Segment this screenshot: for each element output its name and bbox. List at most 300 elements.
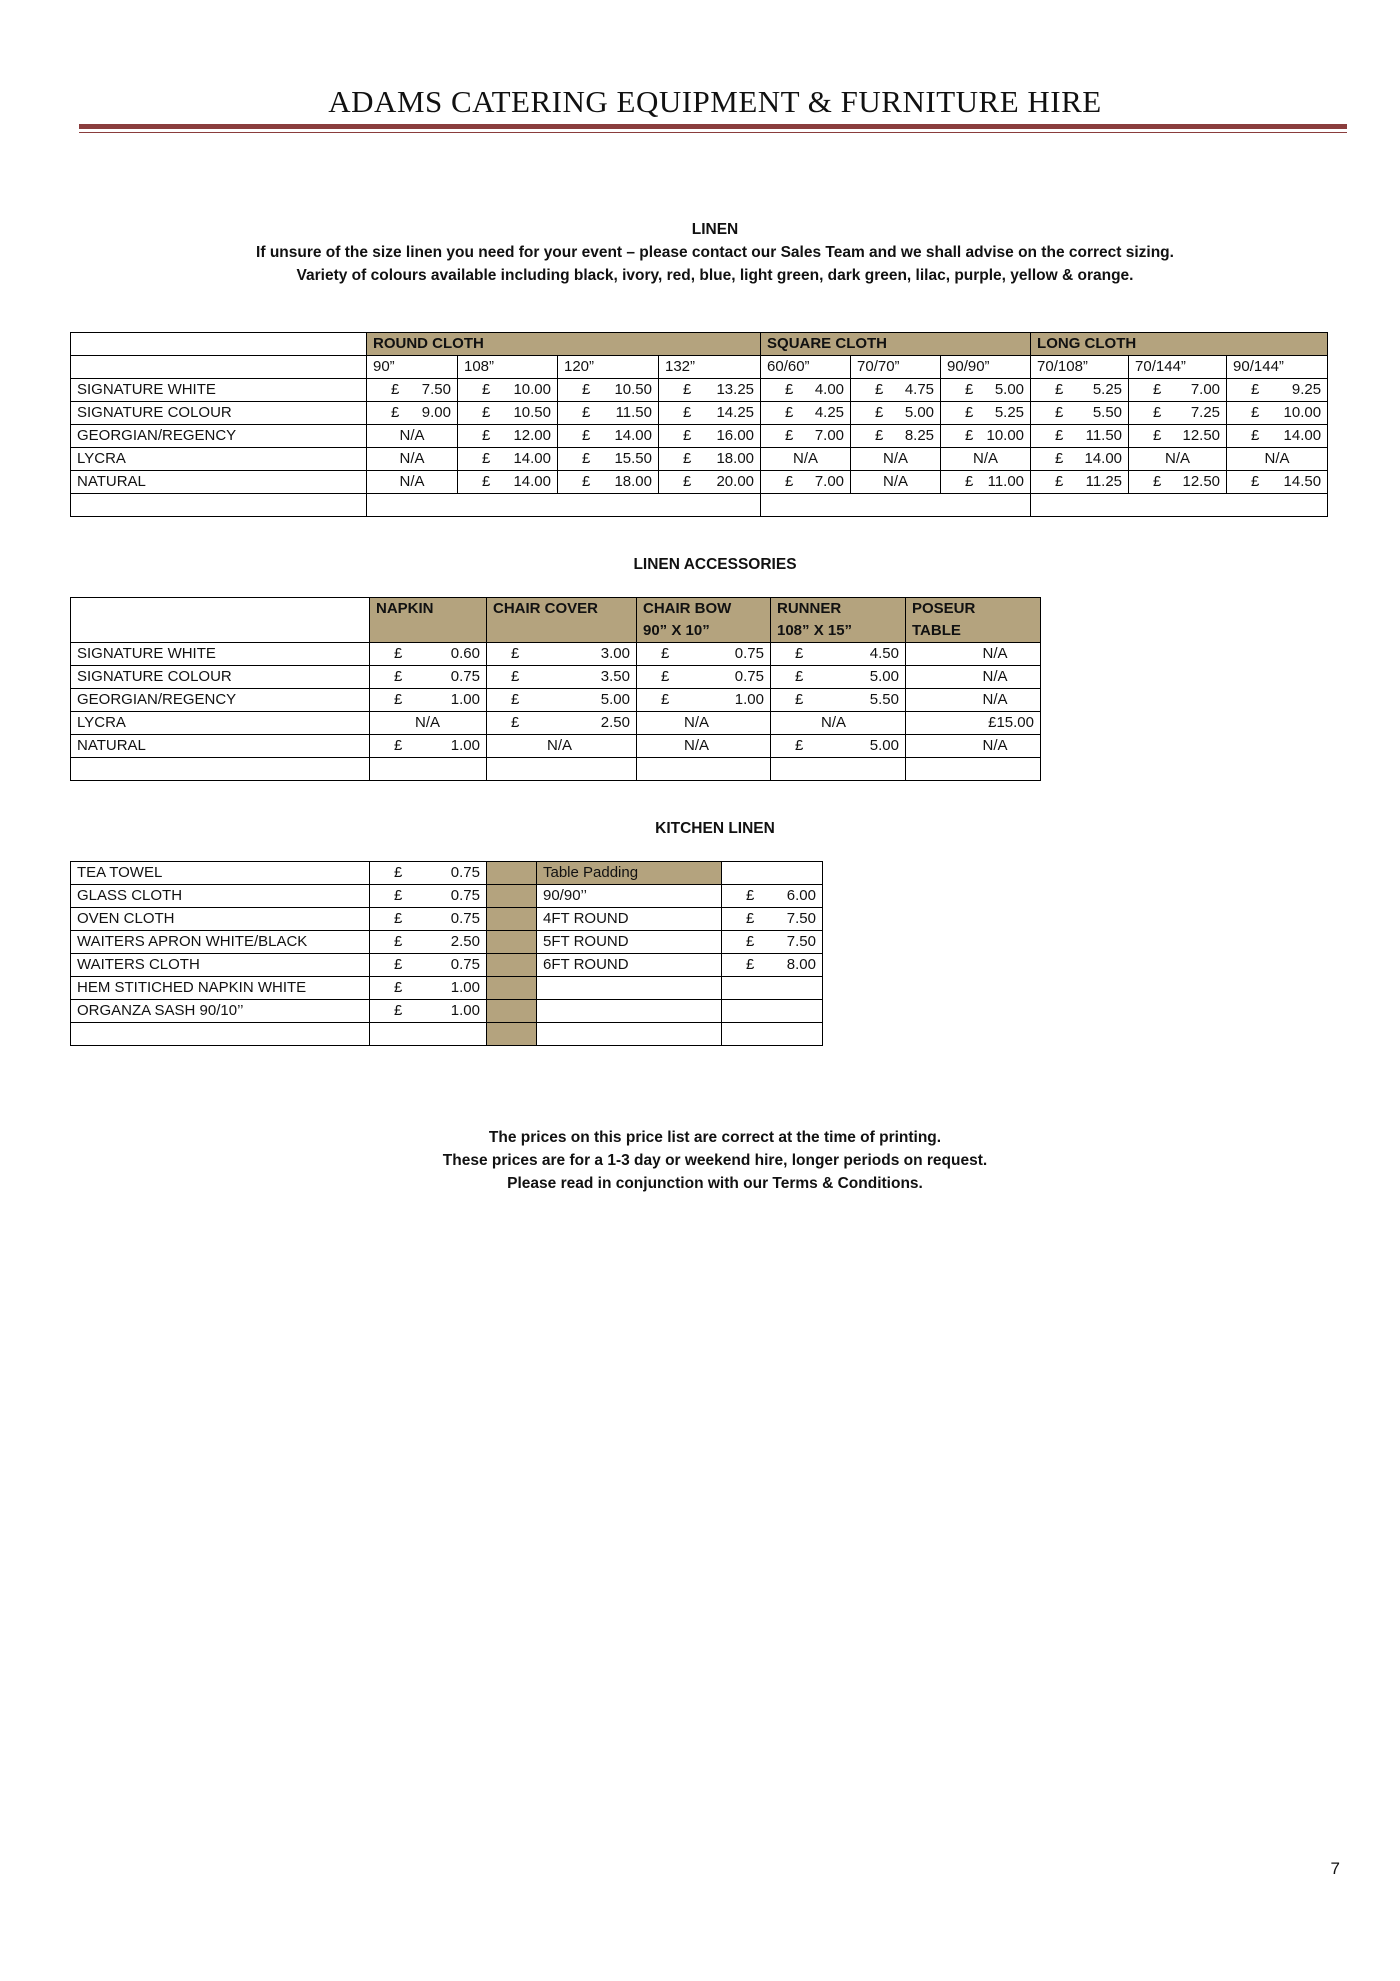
- price-value: 0.60: [450, 645, 480, 662]
- accessory-header: TABLE: [906, 620, 1041, 643]
- linen-price-cell: [1031, 471, 1129, 494]
- currency-symbol: £: [394, 933, 403, 950]
- kitchen-item-price: [370, 954, 487, 977]
- price-value: 0.75: [450, 668, 480, 685]
- accessory-price-cell: [370, 643, 487, 666]
- currency-symbol: £: [394, 1002, 403, 1019]
- linen-price-cell: [659, 448, 761, 471]
- price-value: 12.50: [1182, 473, 1221, 490]
- accessory-price-cell: [487, 712, 637, 735]
- linen-price-table: [70, 332, 1328, 517]
- empty-cell: [722, 977, 823, 1000]
- price-value: 9.25: [1291, 381, 1322, 398]
- table-row: [71, 908, 823, 931]
- currency-symbol: £: [1251, 404, 1260, 421]
- accessory-product-name: LYCRA: [71, 712, 370, 735]
- price-value: 16.00: [716, 427, 755, 444]
- linen-price-cell: [558, 402, 659, 425]
- currency-symbol: £: [965, 404, 974, 421]
- linen-price-cell: N/A: [941, 448, 1031, 471]
- table-row: [71, 954, 823, 977]
- currency-symbol: £: [746, 910, 755, 927]
- price-value: 5.50: [869, 691, 899, 708]
- empty-cell: [771, 758, 906, 781]
- linen-price-cell: [659, 379, 761, 402]
- padding-item-price: [722, 908, 823, 931]
- price-value: 11.25: [1085, 473, 1123, 490]
- accessory-header: 90” X 10”: [637, 620, 771, 643]
- linen-product-name: LYCRA: [71, 448, 367, 471]
- price-value: 5.25: [1092, 381, 1123, 398]
- accessory-header: [487, 620, 637, 643]
- padding-item-name: 4FT ROUND: [537, 908, 722, 931]
- accessory-header: CHAIR COVER: [487, 598, 637, 621]
- linen-size-header: 132”: [659, 356, 761, 379]
- linen-price-cell: N/A: [761, 448, 851, 471]
- linen-product-name: SIGNATURE WHITE: [71, 379, 367, 402]
- accessory-price-cell: [637, 689, 771, 712]
- currency-symbol: £: [683, 404, 692, 421]
- footer-line-2: These prices are for a 1-3 day or weekend hire, longer periods on request.: [442, 1152, 988, 1169]
- price-value: 0.75: [450, 887, 480, 904]
- linen-group-round: ROUND CLOTH: [367, 333, 761, 356]
- currency-symbol: £: [661, 645, 670, 662]
- accessory-price-cell: N/A: [906, 689, 1041, 712]
- linen-price-cell: [1227, 402, 1328, 425]
- price-value: 6.00: [786, 887, 816, 904]
- price-value: 0.75: [734, 645, 764, 662]
- accessory-product-name: SIGNATURE WHITE: [71, 643, 370, 666]
- linen-price-cell: [1227, 425, 1328, 448]
- price-value: 5.25: [994, 404, 1025, 421]
- currency-symbol: £: [482, 404, 491, 421]
- kitchen-item-price: [370, 977, 487, 1000]
- price-value: 3.00: [600, 645, 630, 662]
- padding-item-price: [722, 885, 823, 908]
- padding-item-name: 90/90’’: [537, 885, 722, 908]
- accessories-section-title: LINEN ACCESSORIES: [633, 556, 797, 573]
- linen-size-header: 90/90”: [941, 356, 1031, 379]
- price-value: 4.00: [814, 381, 845, 398]
- accessory-price-cell: [370, 735, 487, 758]
- linen-price-cell: [941, 471, 1031, 494]
- currency-symbol: £: [394, 737, 403, 754]
- currency-symbol: £: [582, 381, 591, 398]
- price-value: 14.00: [614, 427, 652, 444]
- footer-line-3: Please read in conjunction with our Terms & Conditions.: [507, 1175, 923, 1192]
- accessory-price-cell: [487, 643, 637, 666]
- table-row: [71, 1000, 823, 1023]
- kitchen-item-name: OVEN CLOTH: [71, 908, 370, 931]
- currency-symbol: £: [746, 887, 755, 904]
- linen-size-header: 60/60”: [761, 356, 851, 379]
- accessory-price-cell: N/A: [906, 643, 1041, 666]
- accessory-product-name: SIGNATURE COLOUR: [71, 666, 370, 689]
- kitchen-item-price: [370, 885, 487, 908]
- currency-symbol: £: [1153, 427, 1162, 444]
- kitchen-item-name: GLASS CLOTH: [71, 885, 370, 908]
- table-row: [71, 402, 1328, 425]
- price-value: 10.00: [986, 427, 1025, 444]
- table-row: [71, 666, 1041, 689]
- linen-price-cell: [659, 402, 761, 425]
- linen-group-long: LONG CLOTH: [1031, 333, 1328, 356]
- linen-price-cell: [659, 471, 761, 494]
- tan-spacer-cell: [487, 954, 537, 977]
- currency-symbol: £: [1251, 473, 1260, 490]
- padding-item-price: [722, 954, 823, 977]
- empty-cell: [722, 1000, 823, 1023]
- currency-symbol: £: [482, 427, 491, 444]
- linen-price-cell: [367, 379, 458, 402]
- price-value: 14.50: [1283, 473, 1322, 490]
- accessory-product-name: GEORGIAN/REGENCY: [71, 689, 370, 712]
- price-value: 5.00: [869, 668, 899, 685]
- currency-symbol: £: [795, 737, 804, 754]
- empty-cell: [722, 1023, 823, 1046]
- linen-corner-cell: [71, 333, 367, 356]
- accessory-price-cell: [771, 643, 906, 666]
- accessory-price-cell: [487, 689, 637, 712]
- currency-symbol: £: [683, 450, 692, 467]
- currency-symbol: £: [394, 887, 403, 904]
- linen-group-square: SQUARE CLOTH: [761, 333, 1031, 356]
- accessory-price-cell: N/A: [637, 735, 771, 758]
- linen-price-cell: [458, 402, 558, 425]
- linen-price-cell: N/A: [851, 448, 941, 471]
- price-value: 14.25: [716, 404, 755, 421]
- table-row: [71, 862, 823, 885]
- linen-price-cell: N/A: [1227, 448, 1328, 471]
- price-value: 18.00: [614, 473, 652, 490]
- price-value: 9.00: [421, 404, 451, 421]
- price-value: 8.25: [904, 427, 935, 444]
- linen-price-cell: [761, 379, 851, 402]
- accessories-corner-cell: [71, 598, 370, 621]
- tan-spacer-cell: [487, 1000, 537, 1023]
- linen-price-cell: [941, 379, 1031, 402]
- accessory-price-cell: N/A: [771, 712, 906, 735]
- kitchen-item-name: ORGANZA SASH 90/10’’: [71, 1000, 370, 1023]
- linen-price-cell: [1129, 402, 1227, 425]
- currency-symbol: £: [746, 933, 755, 950]
- kitchen-item-name: WAITERS APRON WHITE/BLACK: [71, 931, 370, 954]
- empty-cell: [537, 977, 722, 1000]
- accessory-header: CHAIR BOW: [637, 598, 771, 621]
- empty-cell: [367, 494, 761, 517]
- document-title: ADAMS CATERING EQUIPMENT & FURNITURE HIRE: [328, 84, 1102, 119]
- price-value: 7.00: [1190, 381, 1221, 398]
- linen-price-cell: [851, 379, 941, 402]
- linen-size-row-label: [71, 356, 367, 379]
- linen-price-cell: [558, 471, 659, 494]
- price-value: 7.50: [421, 381, 451, 398]
- linen-price-cell: [558, 448, 659, 471]
- accessory-price-cell: N/A: [906, 735, 1041, 758]
- linen-size-header: 70/108”: [1031, 356, 1129, 379]
- table-row-empty: [71, 494, 1328, 517]
- linen-product-name: GEORGIAN/REGENCY: [71, 425, 367, 448]
- kitchen-linen-table: [70, 861, 823, 1046]
- currency-symbol: £: [582, 404, 591, 421]
- currency-symbol: £: [875, 404, 884, 421]
- tan-spacer-cell: [487, 885, 537, 908]
- linen-price-cell: [851, 402, 941, 425]
- currency-symbol: £: [795, 645, 804, 662]
- linen-intro-line-1: If unsure of the size linen you need for your event – please contact our Sales Team and we shall advise on the correct sizing.: [256, 244, 1174, 261]
- accessory-header: 108” X 15”: [771, 620, 906, 643]
- currency-symbol: £: [1251, 427, 1260, 444]
- linen-price-cell: [1031, 448, 1129, 471]
- accessory-price-cell: [637, 643, 771, 666]
- linen-price-cell: [558, 425, 659, 448]
- padding-item-name: 6FT ROUND: [537, 954, 722, 977]
- linen-price-cell: [659, 425, 761, 448]
- currency-symbol: £: [482, 381, 491, 398]
- tan-spacer-cell: [487, 977, 537, 1000]
- linen-price-cell: N/A: [367, 448, 458, 471]
- accessory-product-name: NATURAL: [71, 735, 370, 758]
- price-value: 10.00: [513, 381, 551, 398]
- price-value: 1.00: [734, 691, 764, 708]
- price-value: 0.75: [734, 668, 764, 685]
- tan-spacer-cell: [487, 931, 537, 954]
- price-value: 11.50: [615, 404, 652, 421]
- price-value: 2.50: [600, 714, 630, 731]
- currency-symbol: £: [394, 979, 403, 996]
- linen-price-cell: [761, 425, 851, 448]
- price-value: 7.25: [1190, 404, 1221, 421]
- empty-cell: [761, 494, 1031, 517]
- linen-price-cell: [1129, 379, 1227, 402]
- accessories-header-row: [71, 620, 1041, 643]
- table-row: [71, 379, 1328, 402]
- currency-symbol: £: [1055, 381, 1064, 398]
- empty-cell: [71, 758, 370, 781]
- price-value: 5.00: [600, 691, 630, 708]
- empty-cell: [906, 758, 1041, 781]
- kitchen-item-name: TEA TOWEL: [71, 862, 370, 885]
- table-row: [71, 712, 1041, 735]
- accessories-price-table: [70, 597, 1041, 781]
- price-value: 2.50: [450, 933, 480, 950]
- currency-symbol: £: [391, 404, 400, 421]
- price-value: 1.00: [450, 691, 480, 708]
- currency-symbol: £: [394, 668, 403, 685]
- accessory-price-cell: [370, 689, 487, 712]
- empty-cell: [637, 758, 771, 781]
- currency-symbol: £: [1055, 427, 1064, 444]
- accessory-price-cell: [637, 666, 771, 689]
- currency-symbol: £: [785, 427, 794, 444]
- currency-symbol: £: [394, 956, 403, 973]
- linen-section-title: LINEN: [691, 221, 739, 238]
- table-row: [71, 1023, 823, 1046]
- linen-price-cell: [458, 379, 558, 402]
- price-value: 15.50: [614, 450, 652, 467]
- tan-spacer-cell: [487, 1023, 537, 1046]
- linen-size-header: 108”: [458, 356, 558, 379]
- table-row: [71, 425, 1328, 448]
- price-value: 20.00: [716, 473, 755, 490]
- accessory-price-cell: N/A: [487, 735, 637, 758]
- empty-cell: [537, 1023, 722, 1046]
- linen-price-cell: [851, 425, 941, 448]
- linen-intro-line-2: Variety of colours available including black, ivory, red, blue, light green, dark green, lilac, purple, yellow & orange.: [296, 267, 1134, 284]
- price-value: 10.50: [614, 381, 652, 398]
- empty-cell: [1031, 494, 1328, 517]
- price-value: 4.50: [869, 645, 899, 662]
- price-value: 12.00: [513, 427, 551, 444]
- empty-cell: [487, 758, 637, 781]
- empty-cell: [370, 1023, 487, 1046]
- linen-price-cell: [941, 402, 1031, 425]
- table-padding-title: Table Padding: [537, 862, 722, 885]
- currency-symbol: £: [875, 381, 884, 398]
- price-value: 14.00: [513, 450, 551, 467]
- currency-symbol: £: [683, 473, 692, 490]
- price-value: 5.50: [1092, 404, 1123, 421]
- price-value: 4.75: [904, 381, 935, 398]
- linen-price-cell: [1031, 402, 1129, 425]
- price-value: 1.00: [450, 1002, 480, 1019]
- currency-symbol: £: [394, 864, 403, 881]
- currency-symbol: £: [582, 473, 591, 490]
- empty-cell: [71, 494, 367, 517]
- kitchen-item-name: WAITERS CLOTH: [71, 954, 370, 977]
- linen-price-cell: [458, 471, 558, 494]
- currency-symbol: £: [394, 645, 403, 662]
- table-row: [71, 689, 1041, 712]
- currency-symbol: £: [965, 381, 974, 398]
- linen-price-cell: [1129, 425, 1227, 448]
- table-row: [71, 931, 823, 954]
- price-value: 4.25: [814, 404, 845, 421]
- currency-symbol: £: [482, 450, 491, 467]
- linen-price-cell: [367, 402, 458, 425]
- linen-price-cell: [458, 425, 558, 448]
- empty-cell: [370, 758, 487, 781]
- linen-size-header: 70/144”: [1129, 356, 1227, 379]
- header-rule-thin: [79, 132, 1347, 133]
- linen-price-cell: [1227, 379, 1328, 402]
- price-value: 11.00: [987, 473, 1025, 490]
- empty-cell: [71, 1023, 370, 1046]
- currency-symbol: £: [511, 691, 520, 708]
- currency-symbol: £: [582, 427, 591, 444]
- currency-symbol: £: [394, 910, 403, 927]
- kitchen-section-title: KITCHEN LINEN: [655, 820, 775, 837]
- currency-symbol: £: [394, 691, 403, 708]
- page-number: 7: [1330, 1859, 1340, 1878]
- linen-size-header: 70/70”: [851, 356, 941, 379]
- currency-symbol: £: [661, 668, 670, 685]
- price-value: 1.00: [450, 979, 480, 996]
- price-value: 18.00: [716, 450, 755, 467]
- linen-price-cell: N/A: [851, 471, 941, 494]
- price-value: 10.50: [513, 404, 551, 421]
- currency-symbol: £: [785, 404, 794, 421]
- price-value: 5.00: [904, 404, 935, 421]
- accessory-header: RUNNER: [771, 598, 906, 621]
- empty-cell: [537, 1000, 722, 1023]
- currency-symbol: £: [511, 714, 520, 731]
- accessory-price-cell: [487, 666, 637, 689]
- linen-price-cell: [1129, 471, 1227, 494]
- currency-symbol: £: [965, 473, 974, 490]
- accessories-corner-cell: [71, 620, 370, 643]
- currency-symbol: £: [746, 956, 755, 973]
- price-value: 12.50: [1182, 427, 1221, 444]
- currency-symbol: £: [1251, 381, 1260, 398]
- accessory-price-cell: N/A: [370, 712, 487, 735]
- currency-symbol: £: [785, 473, 794, 490]
- kitchen-item-price: [370, 862, 487, 885]
- footer-line-1: The prices on this price list are correct at the time of printing.: [488, 1129, 942, 1146]
- table-row: [71, 643, 1041, 666]
- header-rule: [79, 124, 1347, 129]
- currency-symbol: £: [795, 668, 804, 685]
- linen-price-cell: N/A: [367, 471, 458, 494]
- currency-symbol: £: [785, 381, 794, 398]
- accessory-header: NAPKIN: [370, 598, 487, 621]
- linen-price-cell: [558, 379, 659, 402]
- linen-price-cell: [1031, 379, 1129, 402]
- table-row: [71, 471, 1328, 494]
- linen-size-header: 120”: [558, 356, 659, 379]
- linen-product-name: SIGNATURE COLOUR: [71, 402, 367, 425]
- currency-symbol: £: [683, 427, 692, 444]
- tan-spacer-cell: [487, 862, 537, 885]
- currency-symbol: £: [965, 427, 974, 444]
- accessory-price-cell: [370, 666, 487, 689]
- linen-price-cell: [761, 471, 851, 494]
- empty-cell: [722, 862, 823, 885]
- currency-symbol: £: [511, 668, 520, 685]
- linen-price-cell: [1031, 425, 1129, 448]
- price-value: 14.00: [513, 473, 551, 490]
- currency-symbol: £: [1153, 404, 1162, 421]
- price-value: 0.75: [450, 864, 480, 881]
- accessory-price-cell: N/A: [637, 712, 771, 735]
- currency-symbol: £: [1055, 450, 1064, 467]
- linen-price-cell: N/A: [367, 425, 458, 448]
- accessory-price-cell: £15.00: [906, 712, 1041, 735]
- accessory-price-cell: [771, 689, 906, 712]
- linen-price-cell: [941, 425, 1031, 448]
- price-value: 7.50: [786, 910, 816, 927]
- table-row: [71, 448, 1328, 471]
- currency-symbol: £: [391, 381, 400, 398]
- linen-price-cell: [458, 448, 558, 471]
- linen-product-name: NATURAL: [71, 471, 367, 494]
- linen-size-header: 90”: [367, 356, 458, 379]
- price-value: 3.50: [600, 668, 630, 685]
- price-value: 8.00: [786, 956, 816, 973]
- price-value: 7.00: [814, 427, 845, 444]
- padding-item-name: 5FT ROUND: [537, 931, 722, 954]
- price-value: 10.00: [1283, 404, 1322, 421]
- currency-symbol: £: [1153, 473, 1162, 490]
- price-value: 1.00: [450, 737, 480, 754]
- price-value: 11.50: [1085, 427, 1123, 444]
- linen-price-cell: N/A: [1129, 448, 1227, 471]
- currency-symbol: £: [482, 473, 491, 490]
- currency-symbol: £: [795, 691, 804, 708]
- table-row-empty: [71, 758, 1041, 781]
- currency-symbol: £: [1055, 404, 1064, 421]
- price-value: 7.00: [814, 473, 845, 490]
